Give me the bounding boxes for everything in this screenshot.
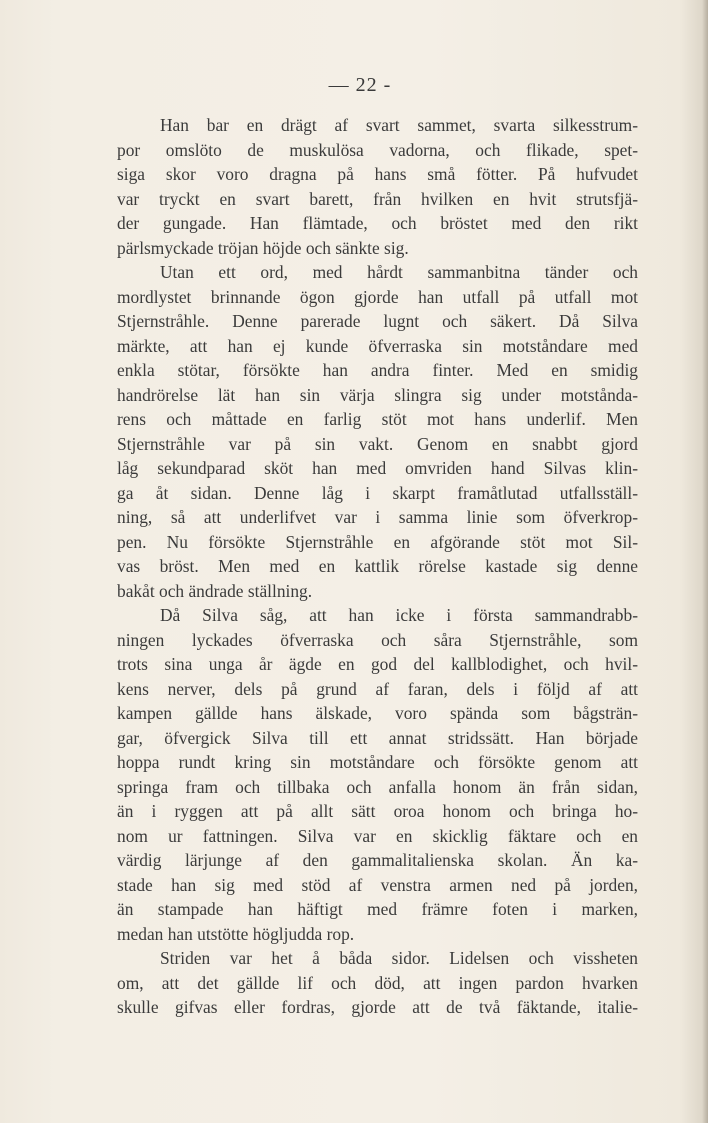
text-line: der gungade. Han flämtade, och bröstet med den rikt xyxy=(117,213,638,233)
text-line: mordlystet brinnande ögon gjorde han utfall på utfall mot xyxy=(117,286,638,307)
text-line: rens och måttade en farlig stöt mot hans underlif. Men xyxy=(117,409,638,429)
text-line: por omslöto de muskulösa vadorna, och flikade, spet- xyxy=(117,139,638,160)
text-line: springa fram och tillbaka och anfalla honom än från sidan, xyxy=(117,776,638,797)
page-number: — 22 - xyxy=(328,74,392,96)
text-line: siga skor voro dragna på hans små fötter. På hufvudet xyxy=(117,164,638,184)
text-line: om, att det gällde lif och död, att ingen pardon hvarken xyxy=(117,972,638,993)
text-line: Han bar en drägt af svart sammet, svarta silkesstrum- xyxy=(160,115,638,135)
body-text xyxy=(117,113,638,1020)
text-line: skulle gifvas eller fordras, gjorde att de två fäktande, italie- xyxy=(117,997,638,1017)
text-line: ningen lyckades öfverraska och såra Stjernstråhle, som xyxy=(117,629,638,650)
text-line: var tryckt en svart barett, från hvilken en hvit strutsfjä- xyxy=(117,188,638,209)
text-line: kampen gällde hans älskade, voro spända som bågsträn- xyxy=(117,703,638,723)
text-line: stade han sig med stöd af venstra armen ned på jorden, xyxy=(117,874,638,895)
text-line: låg sekundparad sköt han med omvriden hand Silvas klin- xyxy=(117,458,638,478)
text-line: pärlsmyckade tröjan höjde och sänkte sig. xyxy=(117,237,409,258)
text-line: Stjernstråhle var på sin vakt. Genom en snabbt gjord xyxy=(117,433,638,454)
text-line: Striden var het å båda sidor. Lidelsen och vissheten xyxy=(160,948,638,968)
text-line: enkla stötar, försökte han andra finter. Med en smidig xyxy=(117,360,638,380)
text-line: nom ur fattningen. Silva var en skicklig fäktare och en xyxy=(117,825,638,846)
text-line: hoppa rundt kring sin motståndare och försökte genom att xyxy=(117,752,638,772)
text-line: trots sina unga år ägde en god del kallblodighet, och hvil- xyxy=(117,654,638,674)
text-line: bakåt och ändrade ställning. xyxy=(117,580,313,601)
text-line: gar, öfvergick Silva till ett annat stridssätt. Han började xyxy=(117,727,638,748)
text-line: Stjernstråhle. Denne parerade lugnt och säkert. Då Silva xyxy=(117,311,638,331)
text-line: kens nerver, dels på grund af faran, dels i följd af att xyxy=(117,678,638,699)
text-line: pen. Nu försökte Stjernstråhle en afgörande stöt mot Sil- xyxy=(117,531,638,552)
text-line: värdig lärjunge af den gammalitalienska skolan. Än ka- xyxy=(117,850,638,870)
text-line: än i ryggen att på allt sätt oroa honom och bringa ho- xyxy=(117,801,638,821)
text-line: vas bröst. Men med en kattlik rörelse kastade sig denne xyxy=(117,556,638,576)
text-line: ga åt sidan. Denne låg i skarpt framåtlutad utfallsställ- xyxy=(117,482,638,503)
text-line: Då Silva såg, att han icke i första sammandrabb- xyxy=(160,605,638,625)
text-line: handrörelse lät han sin värja slingra sig under motstånda- xyxy=(117,384,638,405)
page-edge-shadow xyxy=(702,0,708,1123)
text-line: medan han utstötte högljudda rop. xyxy=(117,923,355,944)
text-line: än stampade han häftigt med främre foten i marken, xyxy=(117,899,638,919)
text-line: märkte, att han ej kunde öfverraska sin motståndare med xyxy=(117,335,638,356)
text-line: ning, så att underlifvet var i samma linie som öfverkrop- xyxy=(117,507,638,527)
text-line: Utan ett ord, med hårdt sammanbitna tänder och xyxy=(160,262,638,282)
